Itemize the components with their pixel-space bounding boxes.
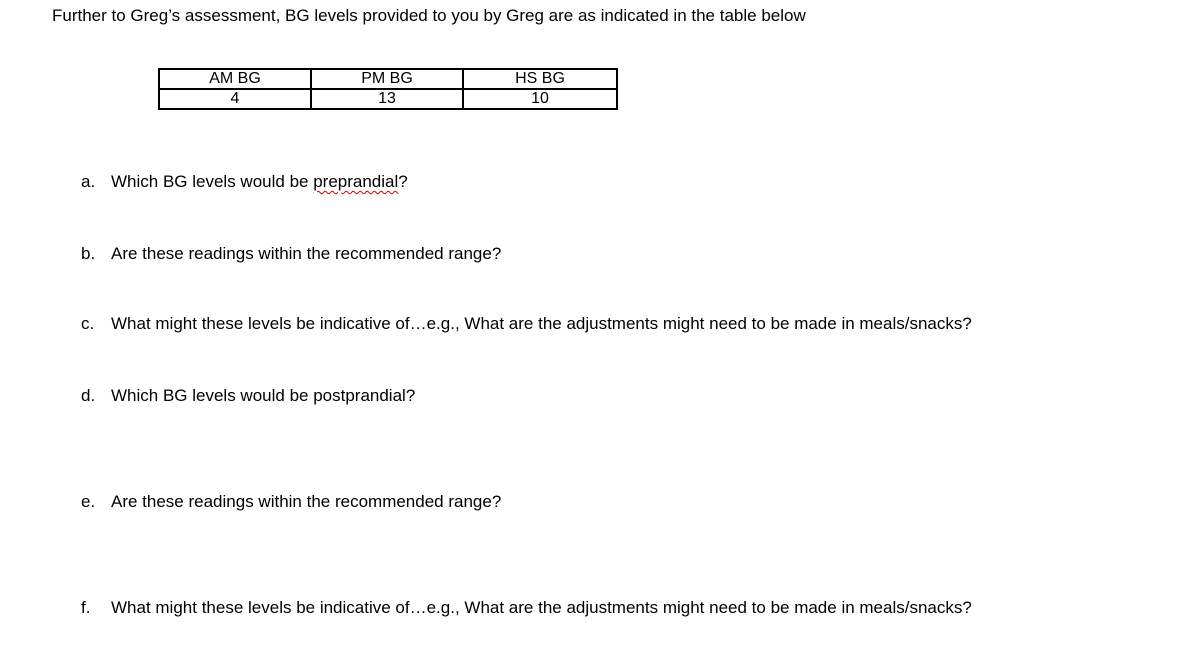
question-text: Which BG levels would be xyxy=(111,172,314,191)
question-text: What might these levels be indicative of…e.g., What are the adjustments might need to be made in meals/snacks? xyxy=(111,314,972,333)
table-cell: 10 xyxy=(463,89,617,109)
question-text: Are these readings within the recommended range? xyxy=(111,244,502,263)
question-a xyxy=(81,172,408,192)
question-letter: e. xyxy=(81,492,96,511)
table-cell: 4 xyxy=(159,89,311,109)
question-text: Are these readings within the recommended range? xyxy=(111,492,502,511)
table-header-row xyxy=(159,69,617,89)
question-b xyxy=(81,244,501,264)
question-f xyxy=(81,598,972,618)
table-header-cell: PM BG xyxy=(311,69,463,89)
question-letter: b. xyxy=(81,244,96,263)
table-cell: 13 xyxy=(311,89,463,109)
table-row xyxy=(159,89,617,109)
question-letter: a. xyxy=(81,172,96,191)
question-text-end: ? xyxy=(398,172,408,191)
question-letter: f. xyxy=(81,598,91,617)
question-letter: c. xyxy=(81,314,95,333)
question-c xyxy=(81,314,972,334)
intro-text: Further to Greg’s assessment, BG levels provided to you by Greg are as indicated in the table below xyxy=(52,6,806,25)
table-header-cell: HS BG xyxy=(463,69,617,89)
question-e xyxy=(81,492,501,512)
spellcheck-flagged-word[interactable]: preprandial xyxy=(313,172,399,191)
question-text: What might these levels be indicative of…e.g., What are the adjustments might need to be made in meals/snacks? xyxy=(111,598,972,617)
question-letter: d. xyxy=(81,386,96,405)
bg-levels-table xyxy=(158,68,618,110)
question-text: Which BG levels would be postprandial? xyxy=(111,386,416,405)
question-d xyxy=(81,386,415,406)
table-header-cell: AM BG xyxy=(159,69,311,89)
